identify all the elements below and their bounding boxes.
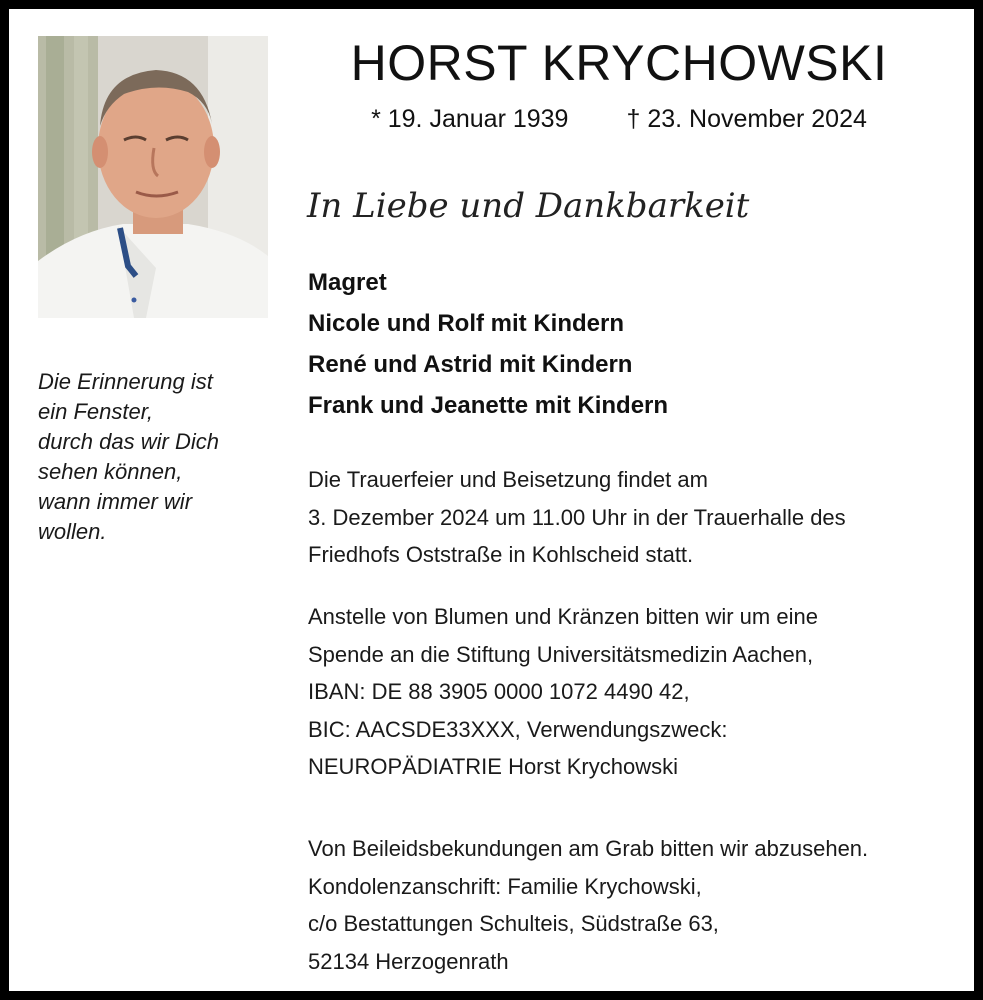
obituary-notice xyxy=(9,9,974,991)
quote-line: wollen. xyxy=(38,519,107,544)
family-members xyxy=(308,262,668,426)
family-member: Magret xyxy=(308,269,387,296)
family-member: René und Astrid mit Kindern xyxy=(308,351,633,378)
text-line: NEUROPÄDIATRIE Horst Krychowski xyxy=(308,754,678,779)
death-date: † 23. November 2024 xyxy=(626,105,867,133)
text-line: 52134 Herzogenrath xyxy=(308,948,509,974)
life-dates xyxy=(309,103,929,135)
birth-date: * 19. Januar 1939 xyxy=(371,105,569,133)
text-line: IBAN: DE 88 3905 0000 1072 4490 42, xyxy=(308,679,690,704)
deceased-name: HORST KRYCHOWSKI xyxy=(350,35,888,91)
quote-line: wann immer wir xyxy=(38,489,193,514)
memorial-quote xyxy=(38,367,268,547)
quote-line: durch das wir Dich xyxy=(38,429,219,454)
text-line: Kondolenzanschrift: Familie Krychowski, xyxy=(308,873,702,899)
motto: In Liebe und Dankbarkeit xyxy=(307,186,750,226)
quote-line: ein Fenster, xyxy=(38,399,153,424)
text-line: 3. Dezember 2024 um 11.00 Uhr in der Trauerhalle des xyxy=(308,504,846,530)
family-member: Frank und Jeanette mit Kindern xyxy=(308,392,669,419)
text-line: Friedhofs Oststraße in Kohlscheid statt. xyxy=(308,542,694,567)
funeral-info xyxy=(308,461,846,574)
condolence-info xyxy=(308,830,868,980)
text-line: BIC: AACSDE33XXX, Verwendungszweck: xyxy=(308,716,728,742)
text-line: Die Trauerfeier und Beisetzung findet am xyxy=(308,467,708,492)
quote-line: sehen können, xyxy=(38,459,183,484)
donation-info xyxy=(308,598,818,786)
text-line: c/o Bestattungen Schulteis, Südstraße 63, xyxy=(308,911,719,936)
text-line: Von Beileidsbekundungen am Grab bitten wir abzusehen. xyxy=(308,836,869,861)
quote-line: Die Erinnerung ist xyxy=(38,369,213,394)
portrait-photo xyxy=(38,36,268,318)
text-line: Anstelle von Blumen und Kränzen bitten wir um eine xyxy=(308,604,818,629)
family-member: Nicole und Rolf mit Kindern xyxy=(308,310,624,337)
text-line: Spende an die Stiftung Universitätsmedizin Aachen, xyxy=(308,641,814,667)
